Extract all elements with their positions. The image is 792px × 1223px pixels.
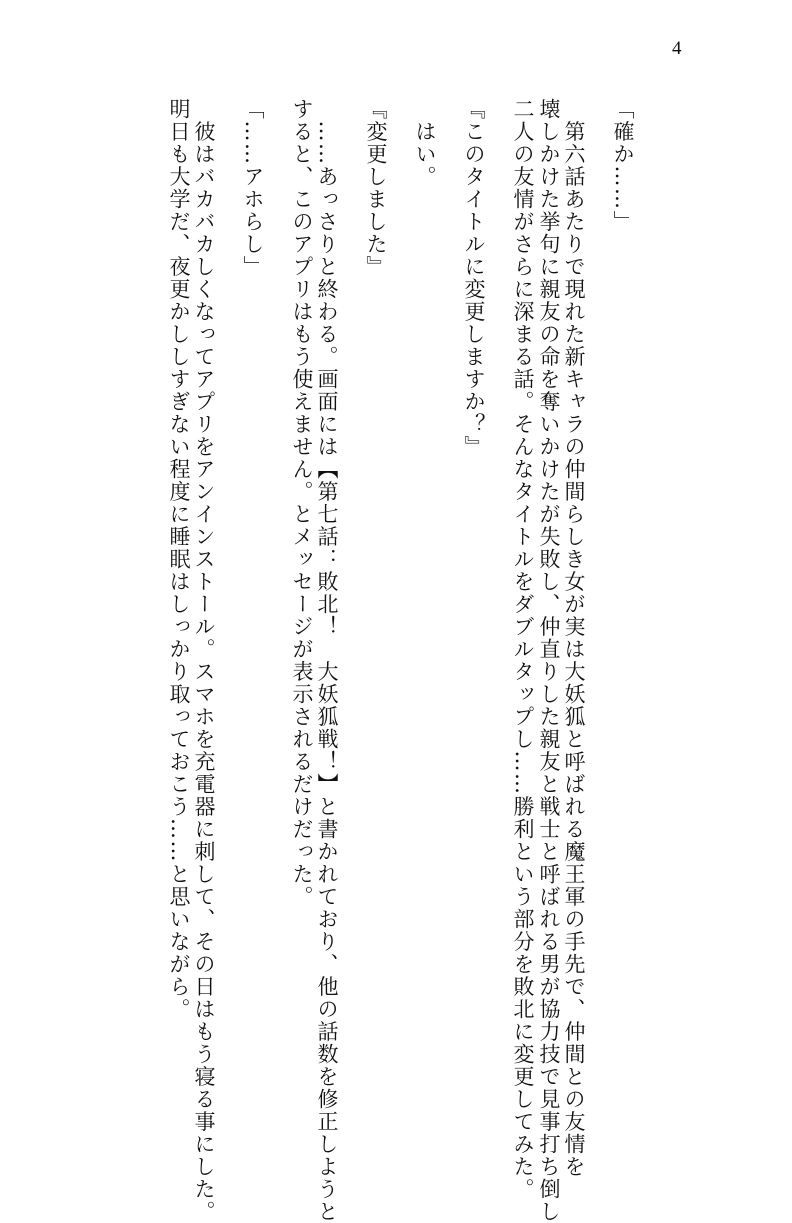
text-line: 明日も大学だ、夜更かししすぎない程度に睡眠はしっかり取っておこう……と思いながら。 bbox=[167, 98, 191, 1021]
text-line: 壊しかけた挙句に親友の命を奪いかけたが失敗し、仲直りした親友と戦士と呼ばれる男が協力技で見事打ち倒し bbox=[537, 98, 561, 1223]
text-line: 『変更しました』 bbox=[364, 98, 388, 278]
text-line: 『このタイトルに変更しますか？』 bbox=[462, 98, 486, 458]
text-line: はい。 bbox=[413, 98, 437, 188]
text-line: 二人の友情がさらに深まる話。そんなタイトルをダブルタップし……勝利という部分を敗北に変更してみた。 bbox=[511, 98, 535, 1201]
text-line: 「……アホらし」 bbox=[241, 98, 265, 278]
text-line: 「確か……」 bbox=[611, 98, 635, 233]
text-line: ……あっさりと終わる。画面には【第七話：敗北！ 大妖狐戦！】と書かれており、他の話数を修正しようと bbox=[315, 98, 339, 1223]
text-line: すると、このアプリはもう使えません。とメッセージが表示されるだけだった。 bbox=[290, 98, 314, 908]
page-number: 4 bbox=[672, 38, 682, 59]
text-line: 彼はバカバカしくなってアプリをアンインストール。スマホを充電器に刺して、その日はもう寝る事にした。 bbox=[192, 98, 216, 1223]
text-line: 第六話あたりで現れた新キャラの仲間らしき女が実は大妖狐と呼ばれる魔王軍の手先で、仲間との友情を bbox=[562, 98, 586, 1178]
